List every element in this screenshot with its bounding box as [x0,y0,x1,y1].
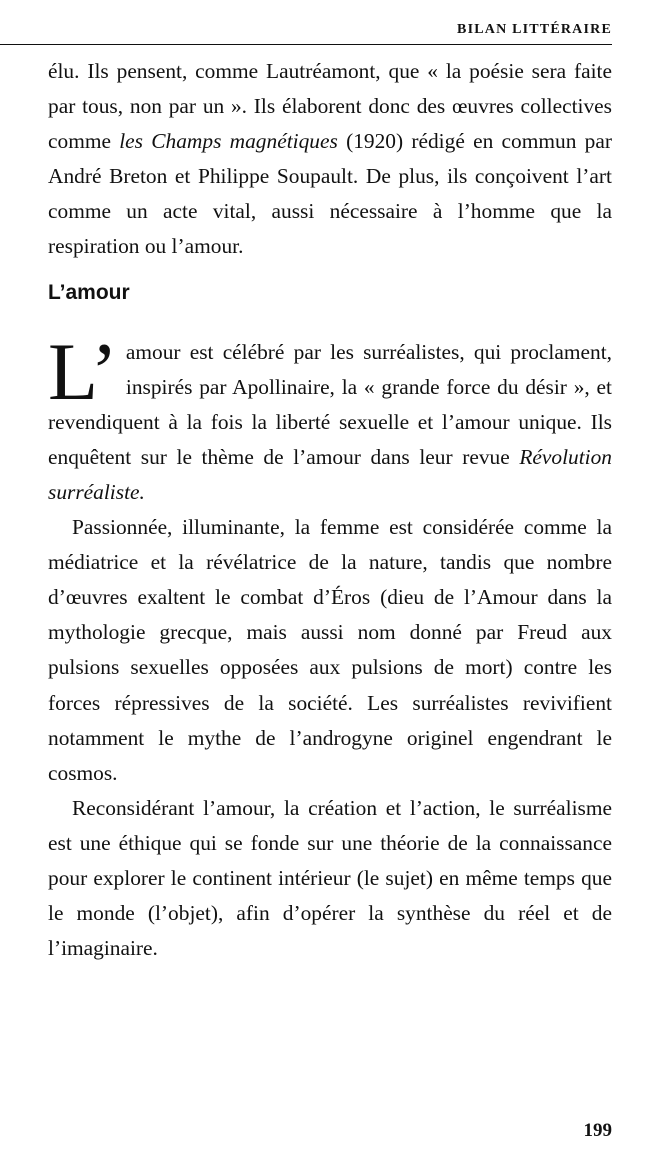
section-paragraph-3: Reconsidérant l’amour, la création et l’action, le surréalisme est une éthique qui se fonde sur une théorie de la connaissance pour explorer le continent intérieur (le sujet) en même temps que le monde (l’objet), afin d’opérer la synthèse du réel et de l’imaginaire. [48,795,612,961]
page-body [48,54,612,966]
section-paragraph-1 [48,325,612,510]
intro-book-title: les Champs magnétiques [119,129,338,154]
page-number: 199 [583,1120,612,1141]
para1-text: amour est célébré par les surréalistes, qui proclament, inspirés par Apollinaire, la « grande force du désir », et revendiquent à la fois la liberté sexuelle et l’amour unique. Ils enquêtent sur le thème de l’amour dans leur revue [48,339,612,469]
review-title: Révolution surréaliste. [48,444,612,504]
intro-text-1: élu. Ils pensent, comme Lautréamont, que « la poésie sera faite par tous, non par un ». Ils élaborent donc des œuvres collectives comme [48,59,612,154]
intro-paragraph [48,54,612,265]
section-heading: L’amour [48,280,130,304]
intro-text-2: (1920) rédigé en commun par André Breton et Philippe Soupault. De plus, ils conçoivent l’art comme un acte vital, aussi nécessaire à l’homme que la respiration ou l’amour. [48,129,612,259]
drop-cap: L’ [48,325,118,417]
running-title: BILAN LITTÉRAIRE [457,22,612,37]
running-header [0,22,612,45]
section-paragraph-2: Passionnée, illuminante, la femme est considérée comme la médiatrice et la révélatrice de la nature, tandis que nombre d’œuvres exaltent le combat d’Éros (dieu de l’Amour dans la mythologie grecque, mais aussi nom donné par Freud aux pulsions sexuelles opposées aux pulsions de mort) contre les forces répressives de la société. Les surréalistes revivifient notamment le mythe de l’androgyne originel engendrant le cosmos. [48,515,612,785]
